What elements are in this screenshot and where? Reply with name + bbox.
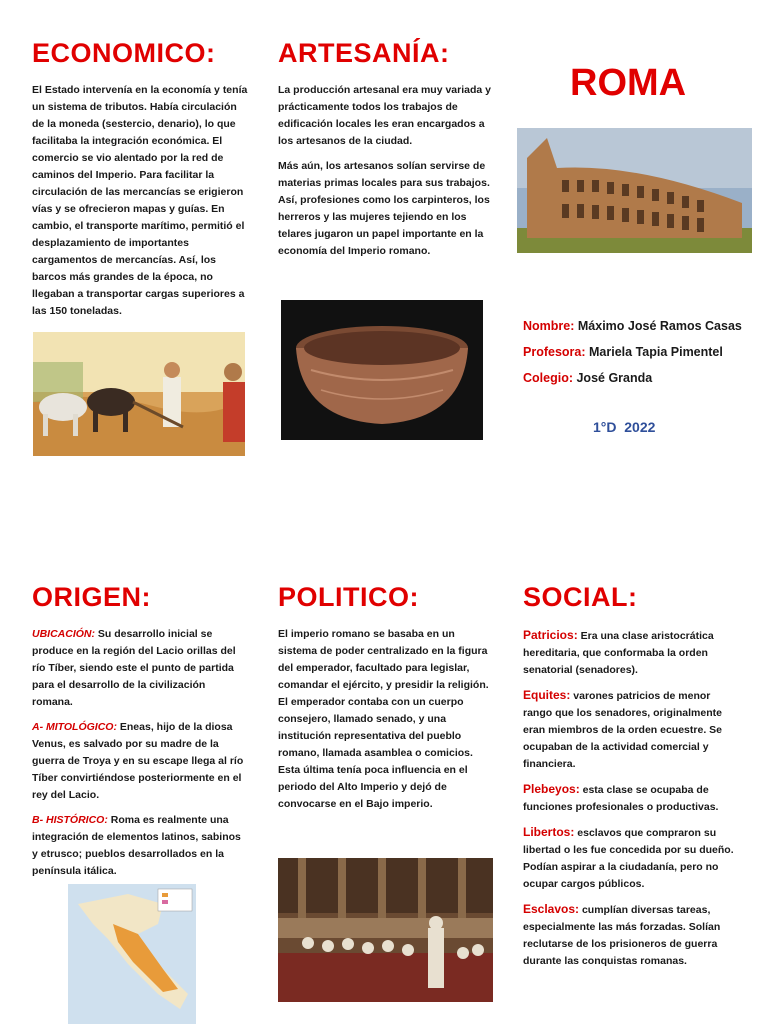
economico-text: El Estado intervenía en la economía y tenía un sistema de tributos. Había circulación de la moneda (sestercio, denario), lo que facilitaba la integración económica. El comercio se vio alentado por la red de caminos del Imperio. Para facilitar la circulación de las mercancías se erigieron vías y se ofrecieron mapas y guías. En cambio, el transporte marítimo, permitió el desplazamiento de importantes cargamentos de mercancías. Así, los barcos más grandes de la época, no llegaban a transportar cargas superiores a las 150 toneladas.	[32, 84, 248, 317]
plowing-oxen-image	[33, 332, 245, 456]
politico-title: POLITICO:	[278, 582, 419, 612]
libertos-text: esclavos que compraron su libertad o les fue concedida por su dueño. Podían aspirar a la ciudadanía, pero no ocupar cargos públicos.	[523, 827, 734, 890]
plebeyos-text: esta clase se ocupaba de funciones profesionales o productivas.	[523, 784, 719, 813]
ubicacion-label: UBICACIÓN:	[32, 628, 95, 640]
roman-senate-image	[278, 858, 493, 1002]
profesora-value: Mariela Tapia Pimentel	[589, 345, 723, 359]
nombre-line	[523, 316, 753, 336]
mitologico-text: Eneas, hijo de la diosa Venus, es salvado por su madre de la guerra de Troya y en su escape llega al río Tíber convirtiéndose posteriormente en el rey del Lacio.	[32, 721, 244, 801]
historico-paragraph	[32, 812, 244, 880]
grade-year: 1°D 2022	[593, 419, 656, 435]
politico-text: El imperio romano se basaba en un sistema de poder centralizado en la figura del emperador, facultado para legislar, comandar el ejército, y presidir la religión. El emperador contaba con un cuerpo consejero, llamado senado, y una institución representativa del pueblo romano, llamada asamblea o comicios. Esta última tenía poca influencia en el periodo del Alto Imperio y dejó de convocarse en el Bajo imperio.	[278, 628, 489, 810]
social-item-esclavos	[523, 901, 738, 970]
esclavos-text: cumplían diversas tareas, especialmente las más forzadas. Solían reclutarse de los prisioneros de guerra durante las conquistas romanas.	[523, 904, 721, 967]
plebeyos-label: Plebeyos:	[523, 782, 580, 796]
social-text	[523, 627, 738, 978]
historico-text: Roma es realmente una integración de elementos latinos, sabinos y etrusco; pueblos desarrollados en la península itálica.	[32, 814, 241, 877]
nombre-value: Máximo José Ramos Casas	[577, 319, 742, 333]
social-item-libertos	[523, 824, 738, 893]
equites-label: Equites:	[523, 688, 571, 702]
colegio-label: Colegio:	[523, 371, 573, 385]
social-item-plebeyos	[523, 781, 738, 816]
social-title: SOCIAL:	[523, 582, 638, 612]
ubicacion-text: Su desarrollo inicial se produce en la región del Lacio orillas del río Tíber, siendo este el punto de partida para el desarrollo de la civilización romana.	[32, 628, 236, 708]
mitologico-label: A- MITOLÓGICO:	[32, 721, 117, 733]
colegio-value: José Granda	[576, 371, 653, 385]
artesania-paragraph-2: Más aún, los artesanos solían servirse de materias primas locales para sus trabajos. Así, profesiones como los carpinteros, los herreros y las mujeres tejiendo en los telares jugaron un papel importante en la economía del Imperio romano.	[278, 160, 490, 257]
italy-map-image	[68, 884, 196, 1024]
artesania-paragraph-1: La producción artesanal era muy variada y prácticamente todos los trabajos de edificación locales les eran encargados a los artesanos de la ciudad.	[278, 84, 492, 147]
patricios-label: Patricios:	[523, 628, 578, 642]
origen-title: ORIGEN:	[32, 582, 152, 612]
libertos-label: Libertos:	[523, 825, 575, 839]
origen-text	[32, 626, 244, 888]
social-item-equites	[523, 687, 738, 773]
roma-title: ROMA	[570, 62, 687, 104]
artesania-text	[278, 82, 492, 268]
patricios-text: Era una clase aristocrática hereditaria, que conformaba la orden senatorial (senadores).	[523, 630, 714, 676]
colegio-line	[523, 368, 753, 388]
profesora-line	[523, 342, 753, 362]
ubicacion-paragraph	[32, 626, 244, 711]
mitologico-paragraph	[32, 719, 244, 804]
clay-bowl-image	[281, 300, 483, 440]
social-item-patricios	[523, 627, 738, 679]
colosseum-image	[517, 128, 752, 253]
author-info	[523, 316, 753, 388]
esclavos-label: Esclavos:	[523, 902, 580, 916]
equites-text: varones patricios de menor rango que los senadores, originalmente eran miembros de la orden ecuestre. Se ocupaban de la actividad comercial y financiera.	[523, 690, 722, 770]
artesania-title: ARTESANÍA:	[278, 38, 450, 68]
nombre-label: Nombre:	[523, 319, 575, 333]
economico-title: ECONOMICO:	[32, 38, 216, 68]
historico-label: B- HISTÓRICO:	[32, 814, 108, 826]
profesora-label: Profesora:	[523, 345, 586, 359]
